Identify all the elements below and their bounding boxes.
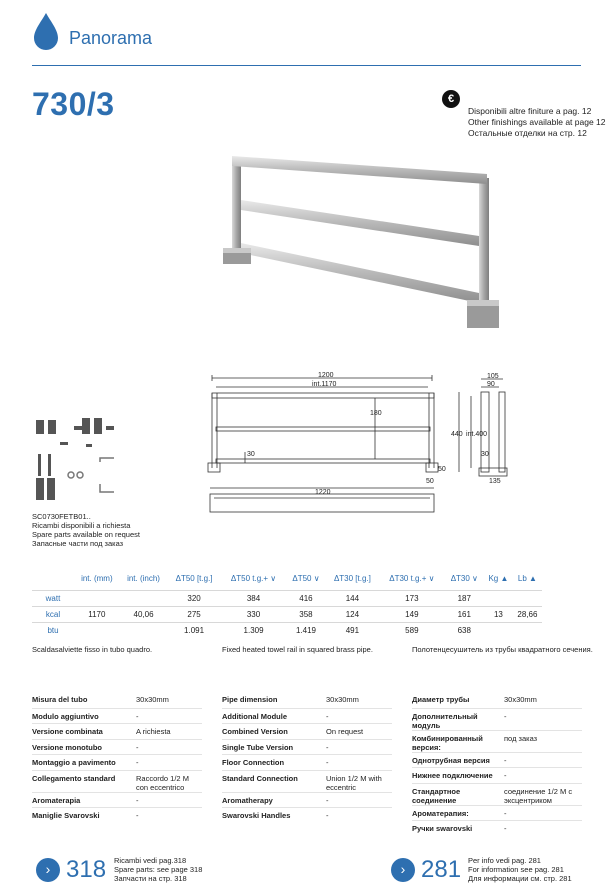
- attribute-label: Ручки swarovski: [412, 824, 473, 833]
- attribute-value: -: [136, 711, 139, 721]
- footer-left-notes: Ricambi vedi pag.318 Spare parts: see page 318 Запчасти на стр. 318: [114, 856, 203, 883]
- attribute-row: [222, 807, 392, 823]
- attribute-row: [32, 754, 202, 770]
- attribute-label: Additional Module: [222, 711, 287, 721]
- description-it: Scaldasalviette fisso in tubo quadro.: [32, 645, 153, 654]
- front-drawing: [200, 370, 450, 530]
- finish-notes: [468, 106, 606, 139]
- attribute-row: [32, 770, 202, 792]
- attribute-row: [32, 792, 202, 808]
- attribute-label: Versione monotubo: [32, 742, 103, 752]
- attributes-ru: [412, 692, 582, 836]
- weight-icon: ▲: [500, 574, 509, 584]
- spec-table: [32, 568, 542, 638]
- attribute-value: -: [504, 755, 507, 765]
- col-dt30-tg: ΔT30 [t.g.]: [333, 574, 371, 584]
- attribute-label: Swarovski Handles: [222, 811, 291, 820]
- dim-side-d2: 135: [489, 478, 501, 485]
- finish-note-ru: Остальные отделки на стр. 12: [468, 128, 587, 138]
- dim-side-height: 440: [451, 431, 463, 438]
- spare-parts-page-link[interactable]: 318: [66, 856, 107, 883]
- attribute-value: -: [326, 742, 329, 752]
- attribute-label: Комбинированный версия:: [412, 733, 483, 752]
- attribute-label: Floor Connection: [222, 758, 285, 767]
- attribute-label: Standard Connection: [222, 773, 298, 783]
- dim-side-int: int.400: [466, 431, 488, 438]
- attributes-it: [32, 692, 202, 823]
- attribute-label: Дополнительный модуль: [412, 711, 478, 730]
- attribute-row: [412, 692, 582, 708]
- attribute-value: -: [326, 711, 329, 721]
- spare-parts-note-ru: Запасные части под заказ: [32, 539, 124, 548]
- attribute-row: [412, 730, 582, 752]
- col-int-inch: int. (inch): [127, 574, 160, 584]
- arrow-right-icon[interactable]: ›: [36, 858, 60, 882]
- dim-spacing: 180: [370, 410, 382, 417]
- attribute-row: [412, 767, 582, 783]
- attribute-value: Raccordo 1/2 M con eccentrico: [136, 773, 189, 792]
- description-ru: Полотенцесушитель из трубы квадратного сечения.: [412, 645, 593, 654]
- attribute-row: [222, 723, 392, 739]
- attribute-label: Misura del tubo: [32, 695, 88, 704]
- attribute-label: Combined Version: [222, 727, 288, 736]
- product-photo: [215, 148, 505, 333]
- attribute-value: -: [326, 811, 329, 820]
- attribute-value: -: [504, 711, 507, 721]
- arrow-right-icon[interactable]: ›: [391, 858, 415, 882]
- attribute-value: Union 1/2 M with eccentric: [326, 773, 382, 792]
- attribute-value: 30x30mm: [504, 695, 537, 704]
- dim-side-top1: 105: [487, 373, 499, 380]
- attribute-label: Нижнее подключение: [412, 771, 493, 780]
- attribute-value: -: [504, 808, 507, 818]
- lb-value: 28,66: [513, 606, 542, 622]
- attribute-value: On request: [326, 727, 364, 736]
- dim-int: int.1170: [312, 381, 337, 388]
- attribute-label: Диаметр трубы: [412, 695, 470, 704]
- attribute-row: [222, 708, 392, 724]
- attribute-value: -: [504, 824, 507, 833]
- attribute-label: Стандартное соединение: [412, 786, 461, 805]
- attribute-value: -: [326, 795, 329, 805]
- col-lb: Lb ▲: [517, 574, 537, 584]
- attribute-label: Maniglie Svarovski: [32, 811, 100, 820]
- attribute-row: [32, 692, 202, 708]
- attribute-value: соединение 1/2 M с эксцентриком: [504, 786, 573, 805]
- dim-foot: 50: [438, 466, 446, 473]
- attribute-label: Aromatherapy: [222, 795, 273, 805]
- int-inch-value: 40,06: [120, 606, 168, 622]
- col-dt30-v: ΔT30 ∨: [450, 574, 478, 584]
- attribute-row: [412, 783, 582, 805]
- spare-parts-code: SC0730FETB01..: [32, 512, 91, 521]
- euro-icon: €: [442, 90, 460, 108]
- attribute-row: [222, 692, 392, 708]
- dim-side-d1: 30: [481, 451, 489, 458]
- attribute-row: [32, 739, 202, 755]
- attribute-label: Single Tube Version: [222, 742, 294, 752]
- attribute-label: Aromaterapia: [32, 795, 81, 805]
- attribute-label: Pipe dimension: [222, 695, 278, 704]
- attribute-row: [222, 739, 392, 755]
- attribute-label: Modulo aggiuntivo: [32, 711, 99, 721]
- spare-parts-note-en: Spare parts available on request: [32, 530, 140, 539]
- weight-icon: ▲: [529, 574, 537, 584]
- col-int-mm: int. (mm): [81, 574, 113, 584]
- attribute-row: [32, 723, 202, 739]
- footer-right-notes: Per info vedi pag. 281 For information see pag. 281 Для информации см. стр. 281: [468, 856, 572, 883]
- kg-value: 13: [484, 606, 513, 622]
- attribute-value: A richiesta: [136, 727, 171, 736]
- attribute-row: [412, 805, 582, 821]
- info-page-link[interactable]: 281: [421, 856, 462, 883]
- table-row: kcal 1170 40,06 275 330 358 124 149 161 13 28,66: [32, 606, 542, 622]
- col-kg: Kg ▲: [488, 574, 509, 584]
- attribute-label: Montaggio a pavimento: [32, 758, 116, 767]
- model-number: 730/3: [32, 86, 115, 122]
- attribute-row: [32, 807, 202, 823]
- spare-parts-note-it: Ricambi disponibili a richiesta: [32, 521, 131, 530]
- spare-parts-info: [32, 512, 140, 548]
- dim-side-top2: 90: [487, 381, 495, 388]
- attribute-row: [222, 754, 392, 770]
- dim-width: 1200: [318, 372, 334, 379]
- attribute-row: [412, 708, 582, 730]
- description-en: Fixed heated towel rail in squared brass pipe.: [222, 645, 373, 654]
- dim-overall: 1220: [315, 489, 331, 496]
- attribute-value: -: [136, 758, 139, 767]
- finish-note-en: Other finishings available at page 12: [468, 117, 606, 127]
- header-divider: [32, 65, 581, 66]
- attribute-row: [222, 792, 392, 808]
- col-dt50-tgv: ΔT50 t.g.+ ∨: [230, 574, 277, 584]
- col-dt50-tg: ΔT50 [t.g.]: [175, 574, 213, 584]
- attribute-value: -: [136, 795, 139, 805]
- water-drop-icon: [32, 12, 60, 50]
- dim-offset: 30: [247, 451, 255, 458]
- spare-parts-image: [30, 412, 125, 507]
- attribute-label: Однотрубная версия: [412, 755, 490, 765]
- int-mm-value: 1170: [74, 606, 120, 622]
- attribute-value: -: [136, 742, 139, 752]
- finish-note-it: Disponibili altre finiture a pag. 12: [468, 106, 592, 116]
- spec-header-row: [32, 568, 542, 590]
- attribute-value: -: [504, 771, 507, 780]
- dim-foot-2: 50: [426, 478, 434, 485]
- col-dt50-v: ΔT50 ∨: [292, 574, 320, 584]
- attribute-row: [412, 752, 582, 768]
- table-row: btu 1.091 1.309 1.419 491 589 638: [32, 622, 542, 638]
- col-dt30-tgv: ΔT30 t.g.+ ∨: [389, 574, 435, 584]
- attribute-row: [412, 820, 582, 836]
- attribute-value: 30x30mm: [136, 695, 169, 704]
- brand-title: Panorama: [69, 28, 153, 48]
- attribute-row: [222, 770, 392, 792]
- attribute-label: Collegamento standard: [32, 773, 116, 783]
- attribute-label: Ароматерапия:: [412, 808, 469, 818]
- table-row: watt 320 384 416 144 173 187: [32, 590, 542, 606]
- attribute-value: -: [326, 758, 329, 767]
- attribute-row: [32, 708, 202, 724]
- attribute-label: Versione combinata: [32, 727, 103, 736]
- attribute-value: под заказ: [504, 733, 538, 743]
- side-drawing: [445, 370, 515, 485]
- attribute-value: -: [136, 811, 139, 820]
- attribute-value: 30x30mm: [326, 695, 359, 704]
- attributes-en: [222, 692, 392, 823]
